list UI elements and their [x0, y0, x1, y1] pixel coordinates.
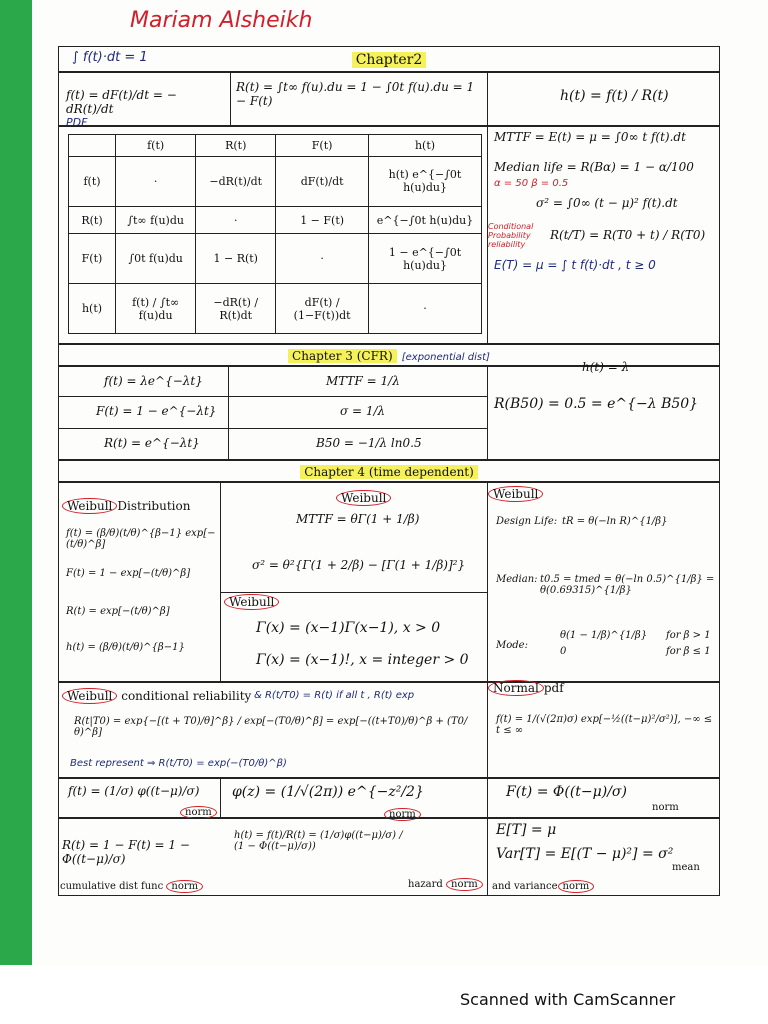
weibull-hazard: h(t) = (β/θ)(t/θ)^{β−1}	[66, 642, 185, 653]
pdf-label: pdf	[543, 681, 564, 695]
table-cell: ·	[369, 284, 482, 334]
mode-label: Mode:	[496, 640, 528, 651]
weibull-dist-title	[62, 498, 190, 514]
exp-rb50: R(B50) = 0.5 = e^{−λ B50}	[494, 396, 699, 412]
norm-label: norm	[652, 802, 679, 813]
weibull-cdf: F(t) = 1 − exp[−(t/θ)^β]	[66, 568, 191, 579]
normal-cdf: F(t) = Φ((t−μ)/σ)	[506, 784, 627, 800]
col-header: h(t)	[369, 135, 482, 157]
table-cell: dF(t)/dt	[276, 157, 369, 207]
normal-hazard: h(t) = f(t)/R(t) = (1/σ)φ((t−μ)/σ) / (1 − Φ((t−μ)/σ))	[234, 830, 403, 852]
median-label: Median:	[496, 574, 538, 585]
scan-edge	[0, 0, 32, 965]
exp-cdf: F(t) = 1 − e^{−λt}	[96, 404, 217, 418]
weibull-reliability: R(t) = exp[−(t/θ)^β]	[66, 606, 170, 617]
table-cell: ∫0t f(u)du	[116, 234, 196, 284]
weibull-median: t0.5 = tmed = θ(−ln 0.5)^{1/β} = θ(0.69315)^{1/β}	[540, 574, 715, 596]
table-cell: −dR(t)/dt	[196, 157, 276, 207]
table-cell: ∫t∞ f(u)du	[116, 206, 196, 233]
expectation-note: E(T) = μ = ∫ t f(t)·dt , t ≥ 0	[494, 258, 656, 272]
norm-tag: norm	[384, 808, 421, 821]
variance-definition: σ² = ∫0∞ (t − μ)² f(t).dt	[536, 196, 678, 210]
mean-label: mean	[672, 862, 700, 873]
table-cell: 1 − R(t)	[196, 234, 276, 284]
norm-tag: norm	[446, 878, 483, 891]
mode-b-cond: for β ≤ 1	[666, 646, 711, 657]
cdf-label: cumulative dist func	[60, 881, 164, 892]
variance-label-wrap	[492, 880, 594, 893]
weibull-variance: σ² = θ²{Γ(1 + 2/β) − [Γ(1 + 1/β)]²}	[252, 558, 466, 572]
gamma-recursion: Γ(x) = (x−1)Γ(x−1), x > 0	[256, 620, 441, 636]
design-life-label: Design Life:	[496, 516, 558, 527]
normal-pdf: f(t) = 1/(√(2π)σ) exp[−½((t−μ)²/σ²)], −∞ ≤ t ≤ ∞	[496, 714, 713, 736]
mode-b: 0	[560, 646, 567, 657]
weibull-tag: Weibull	[488, 486, 543, 502]
weibull-tag: Weibull	[224, 594, 279, 610]
table-cell: ·	[116, 157, 196, 207]
mode-a-cond: for β > 1	[666, 630, 711, 641]
chapter4-title: Chapter 4 (time dependent)	[300, 465, 478, 479]
norm-tag: norm	[180, 806, 217, 819]
phi-definition: φ(z) = (1/√(2π)) e^{−z²/2}	[232, 784, 424, 800]
table-cell: h(t) e^{−∫0t h(u)du}	[369, 157, 482, 207]
table-cell: ·	[196, 206, 276, 233]
table-cell: dF(t) / (1−F(t))dt	[276, 284, 369, 334]
exp-hazard: h(t) = λ	[582, 360, 630, 374]
mode-a: θ(1 − 1/β)^{1/β}	[560, 630, 648, 641]
weibull-conditional: R(t|T0) = exp{−[(t + T0)/θ]^β} / exp[−(T0/θ)^β] = exp[−((t+T0)/θ)^β + (T0/θ)^β]	[74, 716, 468, 738]
design-life: tR = θ(−ln R)^{1/β}	[562, 516, 668, 527]
note-integral: ∫ f(t)·dt = 1	[72, 50, 148, 65]
r-definition: R(t) = ∫t∞ f(u).du = 1 − ∫0t f(u).du = 1 − F(t)	[236, 80, 475, 108]
hazard-label-wrap	[408, 878, 483, 891]
table-cell: ·	[276, 234, 369, 284]
weibull-pdf: f(t) = (β/θ)(t/θ)^{β−1} exp[−(t/θ)^β]	[66, 528, 216, 550]
best-represent-note: Best represent ⇒ R(t/T0) = exp(−(T0/θ)^β)	[70, 758, 287, 769]
weibull-cond-title	[62, 688, 251, 704]
chapter4-header	[58, 460, 720, 482]
weibull-tag: Weibull	[336, 490, 391, 506]
chapter3-title: Chapter 3 (CFR)	[288, 349, 397, 363]
mttf-definition: MTTF = E(t) = μ = ∫0∞ t f(t).dt	[494, 130, 686, 144]
table-cell: −dR(t) / R(t)dt	[196, 284, 276, 334]
table-cell: f(t) / ∫t∞ f(u)du	[116, 284, 196, 334]
exp-b50: B50 = −1/λ ln0.5	[316, 436, 422, 450]
chapter2-title: Chapter2	[352, 52, 427, 68]
distribution-label: Distribution	[117, 499, 191, 513]
table-cell: e^{−∫0t h(u)du}	[369, 206, 482, 233]
chapter3-note: [exponential dist]	[401, 352, 490, 363]
exp-mttf: MTTF = 1/λ	[326, 374, 400, 388]
author-name: Mariam Alsheikh	[130, 8, 313, 33]
table-cell: 1 − e^{−∫0t h(u)du}	[369, 234, 482, 284]
row-header: R(t)	[69, 206, 116, 233]
row-header: h(t)	[69, 284, 116, 334]
exp-reliability: R(t) = e^{−λt}	[104, 436, 200, 450]
weibull-mttf: MTTF = θΓ(1 + 1/β)	[296, 512, 420, 526]
col-header: F(t)	[276, 135, 369, 157]
col-header: R(t)	[196, 135, 276, 157]
row-header: f(t)	[69, 157, 116, 207]
scanner-footer: Scanned with CamScanner	[460, 990, 676, 1009]
norm-tag: norm	[166, 880, 203, 893]
conditional-note: & R(t/T0) = R(t) if all t , R(t) exp	[254, 690, 415, 701]
conditional-reliability: R(t/T) = R(T0 + t) / R(T0)	[550, 228, 706, 242]
h-definition: h(t) = f(t) / R(t)	[560, 88, 669, 104]
median-note: α = 50 β = 0.5	[494, 178, 569, 189]
std-normal-pdf: f(t) = (1/σ) φ((t−μ)/σ)	[68, 784, 200, 798]
normal-tag: Normal	[488, 680, 544, 696]
exp-pdf: f(t) = λe^{−λt}	[104, 374, 203, 388]
and-variance-label: and variance	[492, 881, 558, 892]
gamma-factorial: Γ(x) = (x−1)!, x = integer > 0	[256, 652, 469, 668]
chapter2-header	[58, 46, 720, 72]
conditional-label: Conditional Probability reliability	[488, 222, 534, 249]
conditional-reliability-label: conditional reliability	[121, 689, 252, 703]
normal-variance: Var[T] = E[(T − μ)²] = σ²	[496, 846, 674, 862]
weibull-tag: Weibull	[62, 688, 117, 704]
median-life: Median life = R(Bα) = 1 − α/100	[494, 160, 694, 174]
relationship-table	[68, 134, 482, 334]
normal-reliability: R(t) = 1 − F(t) = 1 − Φ((t−μ)/σ)	[62, 838, 190, 866]
col-header: f(t)	[116, 135, 196, 157]
table-cell: 1 − F(t)	[276, 206, 369, 233]
exp-sigma: σ = 1/λ	[340, 404, 386, 418]
note-pdf: PDF	[66, 116, 88, 129]
hazard-label: hazard	[408, 879, 443, 890]
cdf-label-wrap	[60, 880, 203, 893]
normal-mean: E[T] = μ	[496, 822, 557, 838]
weibull-tag: Weibull	[62, 498, 117, 514]
norm-tag: norm	[558, 880, 595, 893]
f-definition: f(t) = dF(t)/dt = − dR(t)/dt	[66, 88, 177, 116]
row-header: F(t)	[69, 234, 116, 284]
